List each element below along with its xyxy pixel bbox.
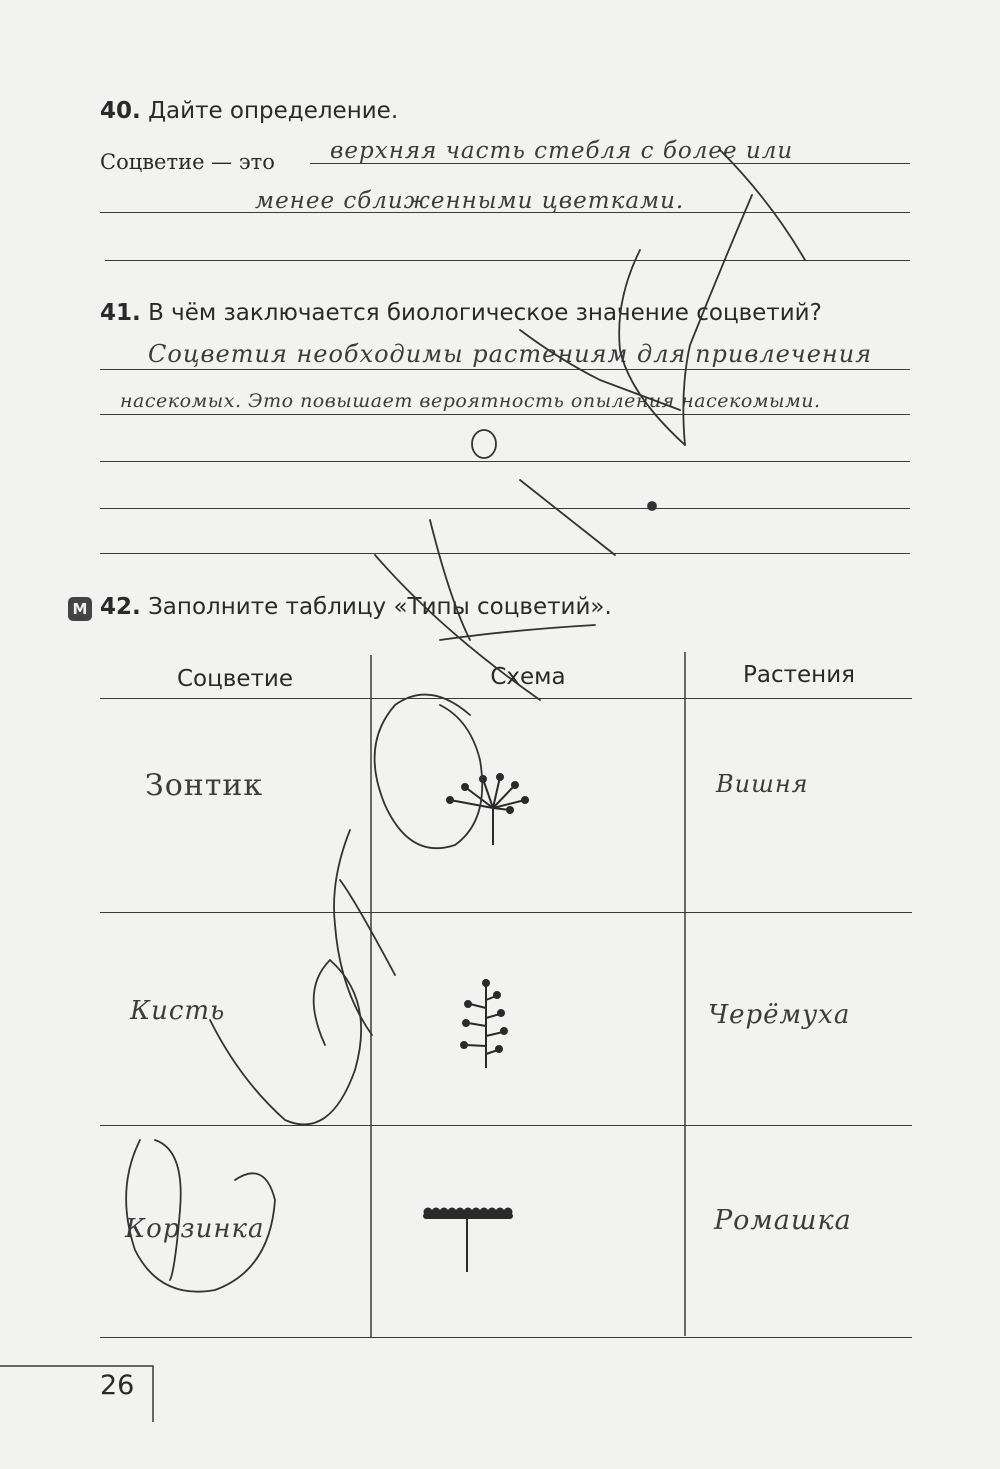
page-number-frame [0,1366,153,1422]
row2-inflorescence: Кисть [130,996,226,1026]
q40-label: Соцветие — это [100,150,275,174]
umbrella-scheme-icon [447,774,528,845]
metapredmet-badge-icon: М [68,597,92,621]
q40-title: Дайте определение. [148,98,399,124]
row2-plant: Черёмуха [708,1000,851,1030]
q40-answer-line2: менее сближенными цветками. [255,188,685,214]
row1-plant: Вишня [716,770,809,798]
q41-title: В чём заключается биологическое значение соцветий? [148,300,822,326]
pencil-signature-strokes [126,150,805,1292]
row3-plant: Ромашка [714,1205,852,1236]
table-header-scheme: Схема [490,664,566,690]
q41-answer-line2: насекомых. Это повышает вероятность опыления насекомыми. [120,390,821,412]
basket-scheme-icon [424,1209,512,1273]
q41-answer-line1: Соцветия необходимы растениям для привлечения [148,340,873,368]
q40-answer-line1: верхняя часть стебля с более или [330,138,794,164]
q40-number: 40. [100,98,141,124]
q42-title: Заполните таблицу «Типы соцветий». [148,594,612,620]
q42-number: 42. [100,594,141,620]
page-number: 26 [100,1370,135,1401]
table-header-plants: Растения [743,662,855,688]
row1-inflorescence: Зонтик [145,768,264,803]
raceme-scheme-icon [461,980,507,1068]
q41-number: 41. [100,300,141,326]
table-header-inflorescence: Соцветие [177,666,293,692]
row3-inflorescence: Корзинка [125,1214,265,1244]
